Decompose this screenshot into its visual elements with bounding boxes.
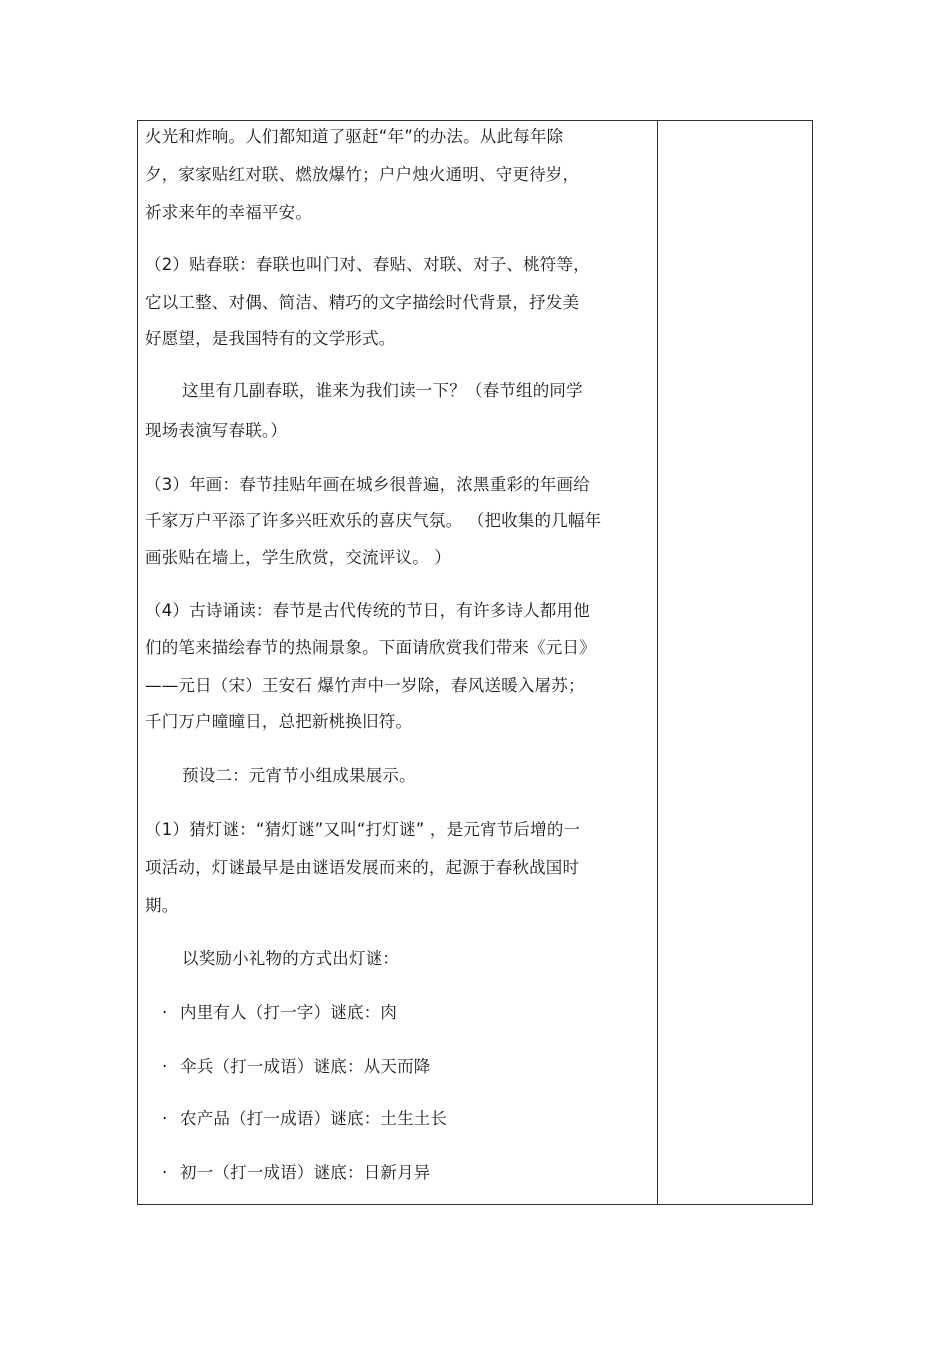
text-line: 这里有几副春联，谁来为我们读一下？（春节组的同学	[182, 381, 583, 400]
riddle-item	[162, 1003, 397, 1023]
bullet-dot: ·	[162, 1057, 168, 1076]
riddle-text: 初一（打一成语）谜底：日新月异	[180, 1163, 431, 1182]
text-line: （4）古诗诵读：春节是古代传统的节日，有许多诗人都用他	[145, 601, 590, 620]
text-line: 它以工整、对偶、简洁、精巧的文字描绘时代背景，抒发美	[145, 293, 580, 312]
text-line: （1）猜灯谜：“猜灯谜”又叫“打灯谜” ，是元宵节后增的一	[145, 820, 581, 839]
text-line: 画张贴在墙上，学生欣赏，交流评议。 ）	[145, 548, 452, 567]
text-line: 千家万户平添了许多兴旺欢乐的喜庆气氛。 （把收集的几幅年	[145, 511, 602, 530]
text-line: （3）年画：春节挂贴年画在城乡很普遍，浓黑重彩的年画给	[145, 475, 590, 494]
column-divider	[657, 121, 658, 1204]
main-text-cell	[138, 121, 657, 1204]
text-line: 祈求来年的幸福平安。	[145, 203, 312, 222]
riddle-item	[162, 1163, 431, 1183]
riddle-item	[162, 1057, 431, 1077]
text-line: （2）贴春联：春联也叫门对、春贴、对联、对子、桃符等，	[145, 255, 590, 274]
text-line: 以奖励小礼物的方式出灯谜：	[182, 949, 400, 968]
text-line: 项活动，灯谜最早是由谜语发展而来的，起源于春秋战国时	[145, 858, 580, 877]
riddle-text: 农产品（打一成语）谜底：土生土长	[180, 1109, 448, 1128]
text-line: 千门万户曈曈日，总把新桃换旧符。	[145, 712, 413, 731]
riddle-text: 伞兵（打一成语）谜底：从天而降	[180, 1057, 431, 1076]
text-line: 现场表演写春联。）	[145, 421, 288, 440]
bullet-dot: ·	[162, 1109, 168, 1128]
riddle-text: 内里有人（打一字）谜底：肉	[180, 1003, 398, 1022]
riddle-item	[162, 1109, 447, 1129]
text-line: 夕，家家贴红对联、燃放爆竹；户户烛火通明、守更待岁，	[145, 165, 580, 184]
bullet-dot: ·	[162, 1163, 168, 1182]
text-line: 火光和炸响。人们都知道了驱赶“年”的办法。从此每年除	[145, 127, 564, 146]
text-line: 预设二：元宵节小组成果展示。	[182, 766, 416, 785]
text-line: 们的笔来描绘春节的热闹景象。下面请欣赏我们带来《元日》	[145, 638, 596, 657]
bullet-dot: ·	[162, 1003, 168, 1022]
text-line: 期。	[145, 896, 179, 915]
text-line: 好愿望，是我国特有的文学形式。	[145, 329, 396, 348]
text-line: ——元日（宋）王安石 爆竹声中一岁除，春风送暖入屠苏；	[145, 676, 585, 695]
content-table	[137, 120, 813, 1205]
